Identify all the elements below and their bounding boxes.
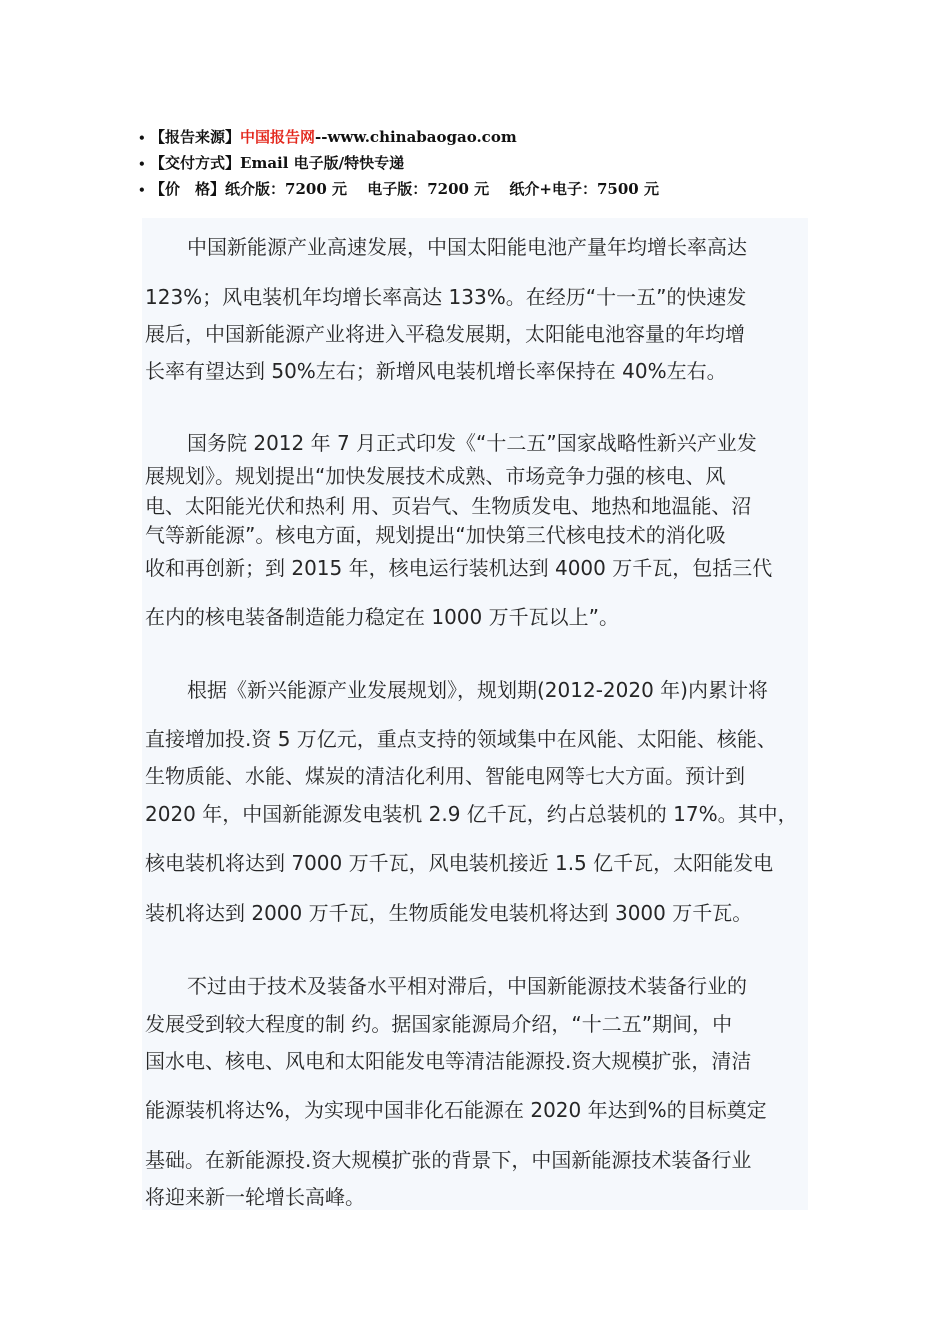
paragraph-3-line-5: 核电装机将达到 7000 万千瓦，风电装机接近 1.5 亿千瓦，太阳能发电 (145, 851, 774, 875)
delivery-method-item (138, 150, 858, 176)
paragraph-1-line-3: 展后，中国新能源产业将进入平稳发展期，太阳能电池容量的年均增 (145, 322, 745, 346)
price-item (138, 176, 858, 202)
paragraph-2-line-3: 电、太阳能光伏和热利 用、页岩气、生物质发电、地热和地温能、沼 (145, 494, 752, 518)
bullet-icon: • (138, 131, 146, 145)
article-body (142, 218, 808, 1210)
paragraph-4-line-1: 不过由于技术及装备水平相对滞后，中国新能源技术装备行业的 (187, 974, 747, 998)
report-source-item (138, 124, 858, 150)
bullet-icon: • (138, 157, 146, 171)
report-source-label: 【报告来源】 (150, 128, 241, 146)
paragraph-2-line-1: 国务院 2012 年 7 月正式印发《“十二五”国家战略性新兴产业发 (187, 431, 757, 455)
paragraph-4-line-3: 国水电、核电、风电和太阳能发电等清洁能源投.资大规模扩张，清洁 (145, 1049, 752, 1073)
bullet-icon: • (138, 183, 146, 197)
paragraph-3-line-6: 装机将达到 2000 万千瓦，生物质能发电装机将达到 3000 万千瓦。 (145, 901, 753, 925)
report-source-link[interactable]: 中国报告网 (240, 128, 316, 146)
report-source-url[interactable]: --www.chinabaogao.com (315, 128, 517, 146)
paragraph-1-line-4: 长率有望达到 50%左右；新增风电装机增长率保持在 40%左右。 (145, 359, 727, 383)
paragraph-4-line-2: 发展受到较大程度的制 约。据国家能源局介绍，“十二五”期间，中 (145, 1012, 733, 1036)
paragraph-2-line-6: 在内的核电装备制造能力稳定在 1000 万千瓦以上”。 (145, 605, 619, 629)
price-value: 纸介版：7200 元 电子版：7200 元 纸介+电子：7500 元 (225, 180, 659, 198)
paragraph-1-line-1: 中国新能源产业高速发展，中国太阳能电池产量年均增长率高达 (187, 235, 747, 259)
paragraph-3-line-2: 直接增加投.资 5 万亿元，重点支持的领域集中在风能、太阳能、核能、 (145, 727, 777, 751)
paragraph-3-line-3: 生物质能、水能、煤炭的清洁化利用、智能电网等七大方面。预计到 (145, 764, 745, 788)
paragraph-4-line-5: 基础。在新能源投.资大规模扩张的背景下，中国新能源技术装备行业 (145, 1148, 752, 1172)
paragraph-4-line-6: 将迎来新一轮增长高峰。 (145, 1185, 365, 1209)
delivery-method-value: Email 电子版/特快专递 (240, 154, 405, 172)
paragraph-2-line-4: 气等新能源”。核电方面，规划提出“加快第三代核电技术的消化吸 (145, 523, 726, 547)
paragraph-3-line-1: 根据《新兴能源产业发展规划》，规划期(2012-2020 年)内累计将 (187, 678, 768, 702)
paragraph-2-line-2: 展规划》。规划提出“加快发展技术成熟、市场竞争力强的核电、风 (145, 464, 726, 488)
delivery-method-label: 【交付方式】 (150, 154, 241, 172)
price-label: 【价 格】 (150, 180, 226, 198)
paragraph-1-line-2: 123%；风电装机年均增长率高达 133%。在经历“十一五”的快速发 (145, 285, 747, 309)
paragraph-4-line-4: 能源装机将达%，为实现中国非化石能源在 2020 年达到%的目标奠定 (145, 1098, 767, 1122)
report-info-list (138, 124, 858, 202)
paragraph-2-line-5: 收和再创新；到 2015 年，核电运行装机达到 4000 万千瓦，包括三代 (145, 556, 773, 580)
paragraph-3-line-4: 2020 年，中国新能源发电装机 2.9 亿千瓦，约占总装机的 17%。其中， (145, 802, 798, 826)
